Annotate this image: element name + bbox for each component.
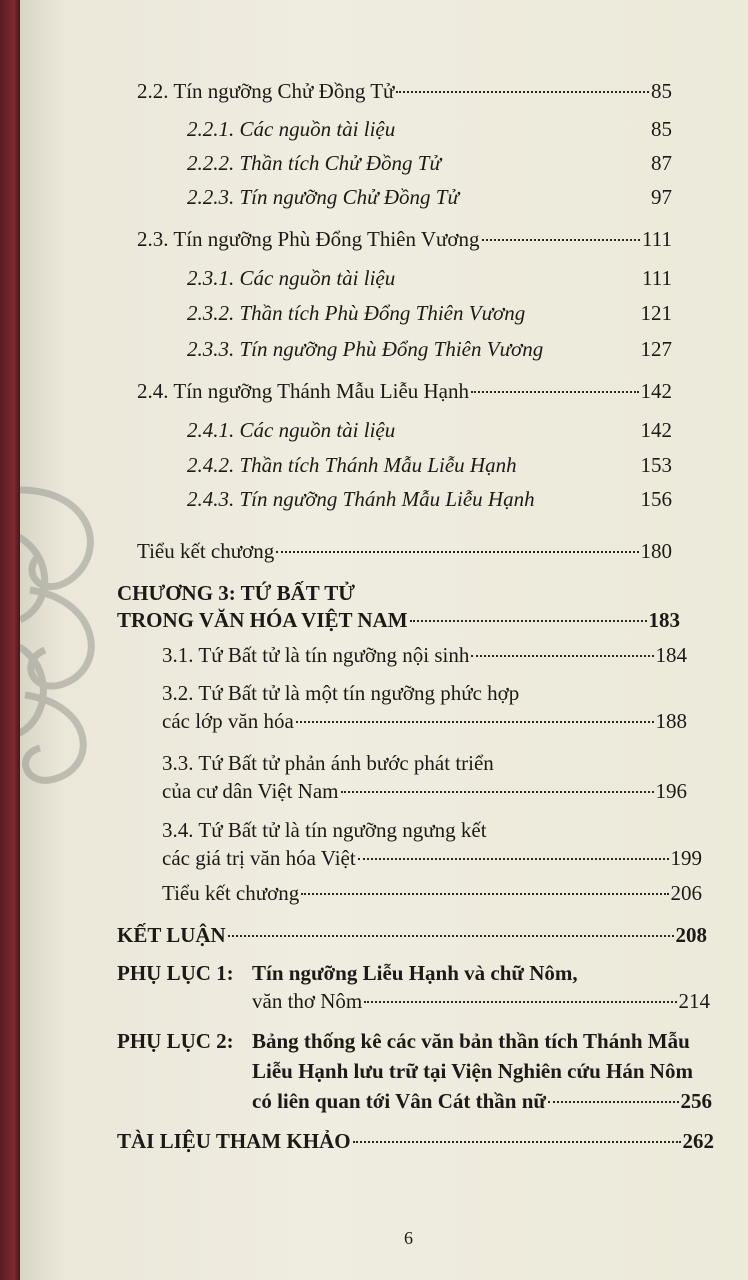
- toc-entry-label: 2.2.2. Thần tích Chử Đồng Tử: [187, 151, 441, 175]
- toc-appendix-1-title[interactable]: Tín ngưỡng Liễu Hạnh và chữ Nôm,: [252, 961, 578, 985]
- toc-entry-label: 2.3.3. Tín ngưỡng Phù Đổng Thiên Vương: [187, 337, 544, 361]
- toc-entry-label: 2.4.3. Tín ngưỡng Thánh Mẫu Liễu Hạnh: [187, 487, 535, 511]
- toc-page-number: 183: [648, 608, 680, 632]
- toc-entry-label: 2.2.3. Tín ngưỡng Chử Đồng Tử: [187, 185, 459, 209]
- toc-appendix-2-title-line1[interactable]: Bảng thống kê các văn bản thần tích Thánh Mẫu: [252, 1029, 690, 1053]
- toc-entry-2-4[interactable]: [137, 378, 672, 404]
- toc-page-number: 85: [651, 117, 672, 141]
- dot-leader: [341, 791, 654, 793]
- toc-entry-label: 2.3.1. Các nguồn tài liệu: [187, 266, 396, 290]
- dot-leader: [410, 620, 647, 622]
- dot-leader: [364, 1001, 676, 1003]
- toc-chapter-3-title[interactable]: CHƯƠNG 3: TỨ BẤT TỬ: [117, 581, 356, 605]
- toc-entry-2-3-3[interactable]: [187, 336, 672, 362]
- dot-leader: [548, 1101, 679, 1103]
- toc-page-number: 180: [640, 539, 672, 563]
- toc-entry-2-2[interactable]: [137, 78, 672, 104]
- toc-entry-chapter-2-summary[interactable]: [137, 538, 672, 564]
- toc-entry-2-4-1[interactable]: [187, 417, 672, 443]
- toc-page-number: 262: [682, 1129, 714, 1153]
- toc-page-number: 156: [640, 487, 672, 511]
- toc-entry-label: 2.3. Tín ngưỡng Phù Đổng Thiên Vương: [137, 227, 480, 251]
- toc-entry-2-3[interactable]: [137, 226, 672, 252]
- dot-leader: [358, 858, 669, 860]
- toc-page-number: 142: [640, 379, 672, 403]
- dot-leader: [228, 935, 674, 937]
- toc-entry-label: KẾT LUẬN: [117, 923, 226, 947]
- toc-entry-label: các giá trị văn hóa Việt: [162, 846, 356, 870]
- toc-appendix-2-title-line2[interactable]: Liễu Hạnh lưu trữ tại Viện Nghiên cứu Hán Nôm: [252, 1059, 693, 1083]
- toc-entry-label: 2.4. Tín ngưỡng Thánh Mẫu Liễu Hạnh: [137, 379, 470, 403]
- toc-page-number: 199: [670, 846, 702, 870]
- toc-entry-label: của cư dân Việt Nam: [162, 779, 339, 803]
- toc-page-number: 127: [640, 337, 672, 361]
- toc-entry-2-2-1[interactable]: [187, 116, 672, 142]
- toc-page-number: 184: [655, 643, 687, 667]
- toc-appendix-1-prefix[interactable]: PHỤ LỤC 1:: [117, 961, 234, 985]
- toc-entry-label: TRONG VĂN HÓA VIỆT NAM: [117, 608, 408, 632]
- toc-entry-3-4[interactable]: [162, 845, 702, 871]
- toc-entry-3-2[interactable]: [162, 708, 687, 734]
- toc-page-number: 208: [675, 923, 707, 947]
- toc-entry-2-3-1[interactable]: [187, 265, 672, 291]
- toc-entry-label: 2.4.2. Thần tích Thánh Mẫu Liễu Hạnh: [187, 453, 517, 477]
- toc-entry-2-4-2[interactable]: [187, 452, 672, 478]
- toc-entry-appendix-1[interactable]: [252, 988, 710, 1014]
- toc-entry-label: 2.4.1. Các nguồn tài liệu: [187, 418, 396, 442]
- toc-entry-3-1[interactable]: [162, 642, 687, 668]
- table-of-contents: [20, 0, 748, 1280]
- toc-page-number: 196: [655, 779, 687, 803]
- book-spine: [0, 0, 20, 1280]
- toc-page-number: 206: [670, 881, 702, 905]
- toc-page-number: 85: [651, 79, 672, 103]
- toc-entry-label: 2.2.1. Các nguồn tài liệu: [187, 117, 396, 141]
- toc-entry-chapter-3[interactable]: [117, 607, 680, 633]
- toc-entry-2-2-2[interactable]: [187, 150, 672, 176]
- toc-entry-2-2-3[interactable]: [187, 184, 672, 210]
- toc-page-number: 256: [680, 1089, 712, 1113]
- toc-entry-label: Tiểu kết chương: [137, 539, 275, 563]
- toc-entry-label: 2.2. Tín ngưỡng Chử Đồng Tử: [137, 79, 395, 103]
- dot-leader: [396, 91, 649, 93]
- toc-page-number: 121: [640, 301, 672, 325]
- toc-entry-3-2-line1[interactable]: 3.2. Tứ Bất tử là một tín ngưỡng phức hợp: [162, 681, 520, 705]
- toc-page-number: 87: [651, 151, 672, 175]
- toc-entry-2-4-3[interactable]: [187, 486, 672, 512]
- toc-entry-3-3-line1[interactable]: 3.3. Tứ Bất tử phản ánh bước phát triển: [162, 751, 494, 775]
- dot-leader: [301, 893, 668, 895]
- dot-leader: [353, 1141, 681, 1143]
- toc-entry-3-4-line1[interactable]: 3.4. Tứ Bất tử là tín ngưỡng ngưng kết: [162, 818, 487, 842]
- toc-entry-label: 2.3.2. Thần tích Phù Đổng Thiên Vương: [187, 301, 526, 325]
- toc-entry-references[interactable]: [117, 1128, 714, 1154]
- toc-page-number: 111: [642, 227, 672, 251]
- toc-entry-label: văn thơ Nôm: [252, 989, 363, 1013]
- toc-entry-3-3[interactable]: [162, 778, 687, 804]
- toc-entry-chapter-3-summary[interactable]: [162, 880, 702, 906]
- toc-page-number: 111: [642, 266, 672, 290]
- toc-entry-label: các lớp văn hóa: [162, 709, 294, 733]
- toc-entry-label: 3.1. Tứ Bất tử là tín ngưỡng nội sinh: [162, 643, 470, 667]
- toc-entry-2-3-2[interactable]: [187, 300, 672, 326]
- toc-page-number: 214: [678, 989, 710, 1013]
- dot-leader: [296, 721, 654, 723]
- toc-page-number: 188: [655, 709, 687, 733]
- toc-entry-label: có liên quan tới Vân Cát thần nữ: [252, 1089, 546, 1113]
- toc-entry-appendix-2[interactable]: [252, 1088, 712, 1114]
- toc-appendix-2-prefix[interactable]: PHỤ LỤC 2:: [117, 1029, 234, 1053]
- book-page: [20, 0, 748, 1280]
- toc-page-number: 97: [651, 185, 672, 209]
- toc-entry-conclusion[interactable]: [117, 922, 707, 948]
- dot-leader: [276, 551, 638, 553]
- dot-leader: [471, 391, 638, 393]
- toc-entry-label: Tiểu kết chương: [162, 881, 300, 905]
- dot-leader: [482, 239, 641, 241]
- toc-entry-label: TÀI LIỆU THAM KHẢO: [117, 1129, 351, 1153]
- dot-leader: [471, 655, 653, 657]
- page-number: 6: [404, 1228, 413, 1248]
- toc-page-number: 142: [640, 418, 672, 442]
- toc-page-number: 153: [640, 453, 672, 477]
